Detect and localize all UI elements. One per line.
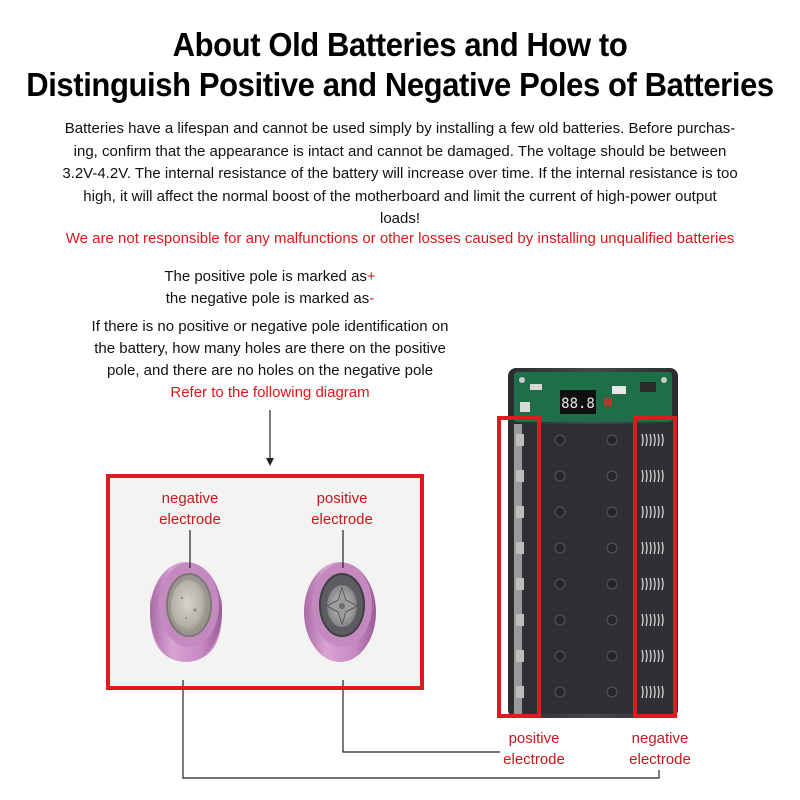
intro-line: Batteries have a lifespan and cannot be used simply by installing a few old batteries. Before purchas- [64,120,736,137]
refer-diagram-note: Refer to the following diagram [170,384,370,401]
slot-bolt [607,507,617,517]
battery-positive-end-icon [304,562,376,662]
intro-line: 3.2V-4.2V. The internal resistance of the battery will increase over time. If the internal resistance is too [62,165,738,182]
voltage-readout: 88.8 [561,396,595,412]
page-title-line-1: About Old Batteries and How to [172,25,628,64]
identification-line: pole, and there are no holes on the negative pole [106,362,434,379]
negative-electrode-label: negative electrode [159,490,221,528]
identification-line: If there is no positive or negative pole identification on [91,318,449,335]
negative-pole-note: the negative pole is marked as- [165,290,375,307]
slot-bolt [555,435,565,445]
slot-bolt [607,687,617,697]
slot-bolt [607,471,617,481]
positive-contact-tab [516,578,524,590]
slot-bolt [607,435,617,445]
slot-bolt [555,651,565,661]
slot-bolt [555,543,565,553]
slot-bolt [555,471,565,481]
slot-bolt [555,615,565,625]
battery-negative-end-icon [150,562,222,662]
plus-sign: + [366,268,376,285]
intro-line: high, it will affect the normal boost of the motherboard and limit the current of high-power output [83,187,717,205]
box-negative-electrode-label: negative electrode [629,730,691,768]
positive-electrode-label: positive electrode [311,490,373,528]
slot-bolt [555,579,565,589]
slot-bolt [607,651,617,661]
positive-contact-tab [516,470,524,482]
battery-box-image [508,368,678,718]
positive-contact-tab [516,614,524,626]
down-arrow-icon [266,410,274,466]
positive-contact-tab [516,650,524,662]
intro-line: ing, confirm that the appearance is intact and cannot be damaged. The voltage should be between [73,142,727,160]
positive-contact-tab [516,434,524,446]
positive-contact-tab [516,506,524,518]
slot-bolt [555,687,565,697]
identification-line: the battery, how many holes are there on the positive [94,340,446,357]
slot-bolt [555,507,565,517]
box-positive-electrode-label: positive electrode [503,730,565,768]
disclaimer-warning: We are not responsible for any malfunctions or other losses caused by installing unqualified batteries [65,230,735,247]
page-title-line-2: Distinguish Positive and Negative Poles of Batteries [26,65,774,104]
positive-contact-tab [516,542,524,554]
slot-bolt [607,579,617,589]
intro-line: loads! [379,210,421,227]
minus-sign: - [369,290,375,307]
positive-pole-note: The positive pole is marked as+ [164,268,376,285]
positive-contact-tab [516,686,524,698]
slot-bolt [607,615,617,625]
slot-bolt [607,543,617,553]
